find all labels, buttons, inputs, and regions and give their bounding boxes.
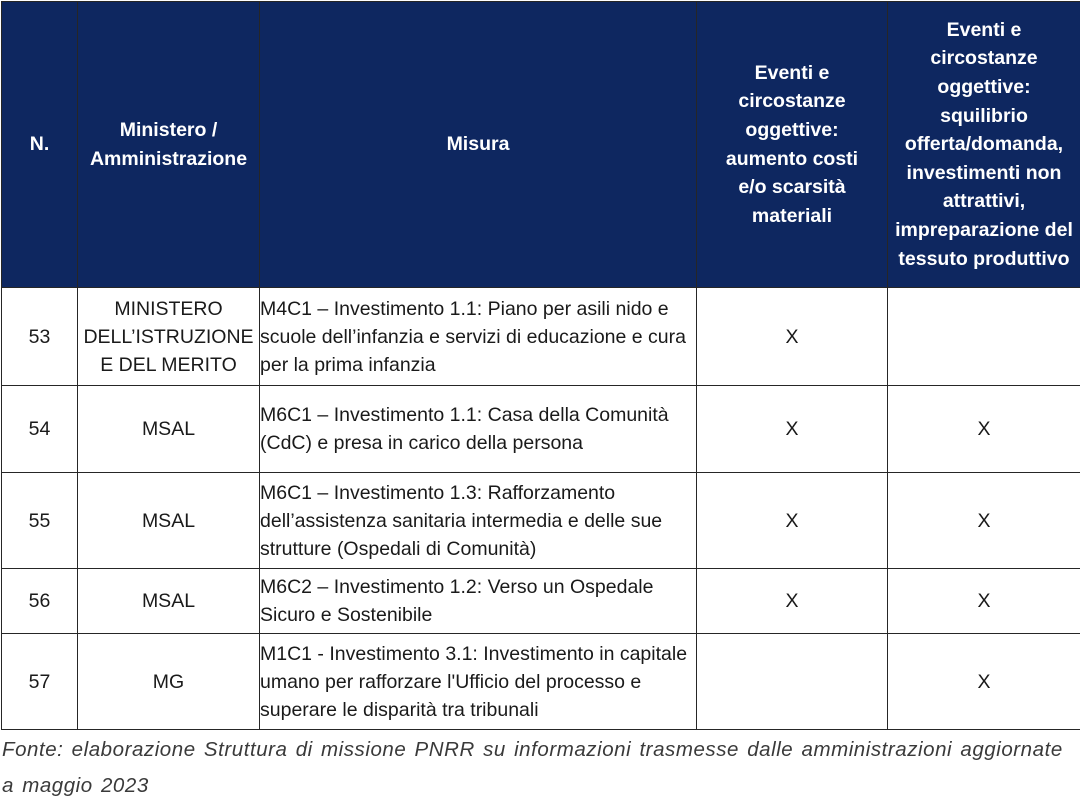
row-number: 53 xyxy=(2,288,78,386)
header-eventi-squilibrio xyxy=(888,2,1080,288)
table-header-row xyxy=(2,2,1080,288)
table-row xyxy=(2,569,1080,634)
row-mark-squilibrio: X xyxy=(888,634,1080,730)
row-number: 57 xyxy=(2,634,78,730)
row-mark-squilibrio: X xyxy=(888,473,1080,569)
table-row xyxy=(2,288,1080,386)
row-mark-squilibrio: X xyxy=(888,569,1080,634)
row-mark-costi xyxy=(697,634,888,730)
row-mark-squilibrio: X xyxy=(888,386,1080,473)
row-misura: M6C1 – Investimento 1.3: Rafforzamento dell’assistenza sanitaria intermedia e delle sue strutture (Ospedali di Comunità) xyxy=(260,473,697,569)
row-ministero: MG xyxy=(78,634,260,730)
row-number: 54 xyxy=(2,386,78,473)
table-row xyxy=(2,386,1080,473)
row-ministero: MINISTERO DELL’ISTRUZIONE E DEL MERITO xyxy=(78,288,260,386)
row-number: 55 xyxy=(2,473,78,569)
table-source-caption: Fonte: elaborazione Struttura di missione PNRR su informazioni trasmesse dalle amministrazioni aggiornate a maggio 2023 xyxy=(2,738,1063,797)
row-misura: M1C1 - Investimento 3.1: Investimento in capitale umano per rafforzare l'Ufficio del processo e superare le disparità tra tribunali xyxy=(260,634,697,730)
header-ministero-label: Ministero / Amministrazione xyxy=(89,118,248,170)
row-mark-costi: X xyxy=(697,473,888,569)
row-misura: M4C1 – Investimento 1.1: Piano per asili nido e scuole dell’infanzia e servizi di educazione e cura per la prima infanzia xyxy=(260,288,697,386)
row-ministero: MSAL xyxy=(78,386,260,473)
row-misura: M6C1 – Investimento 1.1: Casa della Comunità (CdC) e presa in carico della persona xyxy=(260,386,697,473)
row-ministero: MSAL xyxy=(78,569,260,634)
header-misura: Misura xyxy=(260,2,697,288)
row-ministero: MSAL xyxy=(78,473,260,569)
row-mark-costi: X xyxy=(697,386,888,473)
row-mark-costi: X xyxy=(697,569,888,634)
row-mark-squilibrio xyxy=(888,288,1080,386)
header-ministero xyxy=(78,2,260,288)
row-number: 56 xyxy=(2,569,78,634)
row-mark-costi: X xyxy=(697,288,888,386)
header-eventi-costi-label: Eventi e circostanze oggettive: aumento costi e/o scarsità materiali xyxy=(725,61,859,227)
header-eventi-costi xyxy=(697,2,888,288)
table-row xyxy=(2,634,1080,730)
measures-table xyxy=(1,1,1080,730)
row-misura: M6C2 – Investimento 1.2: Verso un Ospedale Sicuro e Sostenibile xyxy=(260,569,697,634)
table-row xyxy=(2,473,1080,569)
header-eventi-squilibrio-label: Eventi e circostanze oggettive: squilibrio offerta/domanda, investimenti non attrattivi, impreparazione del tessuto produttivo xyxy=(895,18,1073,270)
header-n: N. xyxy=(2,2,78,288)
